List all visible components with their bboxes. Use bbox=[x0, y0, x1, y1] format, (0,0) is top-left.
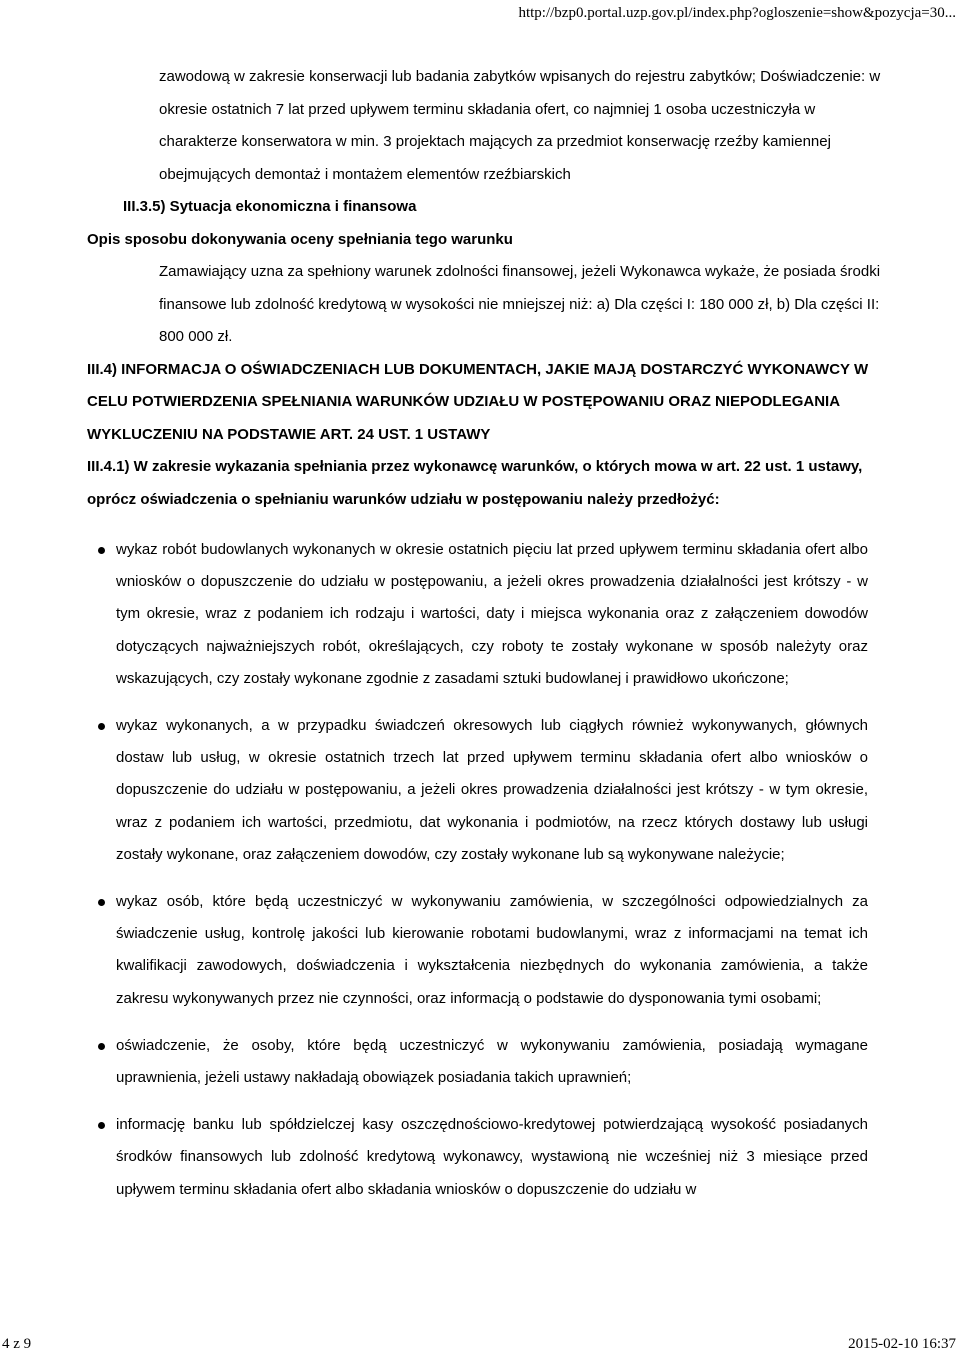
section-subheading-III-3-5: Opis sposobu dokonywania oceny spełniania tego warunku bbox=[87, 230, 513, 248]
bullet-icon bbox=[98, 1043, 105, 1050]
list-item bbox=[116, 1109, 868, 1206]
bullet-icon bbox=[98, 899, 105, 906]
print-footer-page-number: 4 z 9 bbox=[2, 1336, 32, 1352]
print-footer-datetime: 2015-02-10 16:37 bbox=[848, 1336, 956, 1352]
bullet-icon bbox=[98, 723, 105, 730]
list-item-text: informację banku lub spółdzielczej kasy oszczędnościowo-kredytowej potwierdzającą wysokość posiadanych środków finansowych lub zdolność kredytową wykonawcy, wystawioną nie wcześniej niż 3 miesiące przed upływem terminu składania ofert albo składania wniosków o dopuszczenie do udziału w bbox=[116, 1116, 868, 1198]
print-header-url: http://bzp0.portal.uzp.gov.pl/index.php?ogloszenie=show&pozycja=30... bbox=[518, 5, 956, 21]
section-continuation-text: zawodową w zakresie konserwacji lub badania zabytków wpisanych do rejestru zabytków; Doświadczenie: w okresie ostatnich 7 lat przed upływem terminu składania ofert, co najmniej 1 osoba uczestniczyła w charakterze konserwatora w min. 3 projektach mających za przedmiot konserwację rzeźby kamiennej obejmujących demontaż i montażem elementów rzeźbiarskich bbox=[159, 68, 881, 183]
list-item bbox=[116, 886, 868, 1015]
list-item bbox=[116, 1030, 868, 1094]
documents-list bbox=[0, 534, 960, 1206]
document-body bbox=[0, 61, 960, 1221]
list-item-text: wykaz osób, które będą uczestniczyć w wykonywaniu zamówienia, w szczególności odpowiedzialnych za świadczenie usług, kontrolę jakości lub kierowanie robotami budowlanymi, wraz z informacjami na temat ich kwalifikacji zawodowych, doświadczenia i wykształcenia niezbędnych do wykonania zamówienia, a także zakresu wykonywanych przez nie czynności, oraz informacją o podstawie do dysponowania tymi osobami; bbox=[116, 893, 868, 1007]
list-item bbox=[116, 534, 868, 695]
bullet-icon bbox=[98, 547, 105, 554]
list-item-text: wykaz wykonanych, a w przypadku świadczeń okresowych lub ciągłych również wykonywanych, głównych dostaw lub usług, w okresie ostatnich trzech lat przed upływem terminu składania ofert albo wniosków o dopuszczenie do udziału w postępowaniu, a jeżeli okres prowadzenia działalności jest krótszy - w tym okresie, wraz z podaniem ich wartości, przedmiotu, dat wykonania i podmiotów, na rzecz których dostawy lub usługi zostały wykonane, oraz załączeniem dowodów, czy zostały wykonane lub są wykonywane należycie; bbox=[116, 717, 868, 863]
section-heading-III-4-1: III.4.1) W zakresie wykazania spełniania przez wykonawcę warunków, o których mowa w art. 22 ust. 1 ustawy, oprócz oświadczenia o spełnianiu warunków udziału w postępowaniu należy przedłożyć: bbox=[87, 458, 863, 508]
list-item-text: wykaz robót budowlanych wykonanych w okresie ostatnich pięciu lat przed upływem terminu składania ofert albo wniosków o dopuszczenie do udziału w postępowaniu, a jeżeli okres prowadzenia działalności jest krótszy - w tym okresie, wraz z podaniem ich rodzaju i wartości, daty i miejsca wykonania oraz z załączeniem dowodów dotyczących najważniejszych robót, określających, czy roboty te zostały wykonane w sposób należyty oraz wskazujących, czy zostały wykonane zgodnie z zasadami sztuki budowlanej i prawidłowo ukończone; bbox=[116, 541, 868, 687]
list-item bbox=[116, 710, 868, 871]
section-heading-III-4: III.4) INFORMACJA O OŚWIADCZENIACH LUB DOKUMENTACH, JAKIE MAJĄ DOSTARCZYĆ WYKONAWCY W CELU POTWIERDZENIA SPEŁNIANIA WARUNKÓW UDZIAŁU W POSTĘPOWANIU ORAZ NIEPODLEGANIA WYKLUCZENIU NA PODSTAWIE ART. 24 UST. 1 USTAWY bbox=[87, 360, 869, 443]
bullet-icon bbox=[98, 1122, 105, 1129]
section-heading-III-3-5: III.3.5) Sytuacja ekonomiczna i finansowa bbox=[123, 198, 417, 215]
section-text-III-3-5: Zamawiający uzna za spełniony warunek zdolności finansowej, jeżeli Wykonawca wykaże, że posiada środki finansowe lub zdolność kredytową w wysokości nie mniejszej niż: a) Dla części I: 180 000 zł, b) Dla części II: 800 000 zł. bbox=[159, 263, 881, 345]
list-item-text: oświadczenie, że osoby, które będą uczestniczyć w wykonywaniu zamówienia, posiadają wymagane uprawnienia, jeżeli ustawy nakładają obowiązek posiadania takich uprawnień; bbox=[116, 1036, 868, 1087]
